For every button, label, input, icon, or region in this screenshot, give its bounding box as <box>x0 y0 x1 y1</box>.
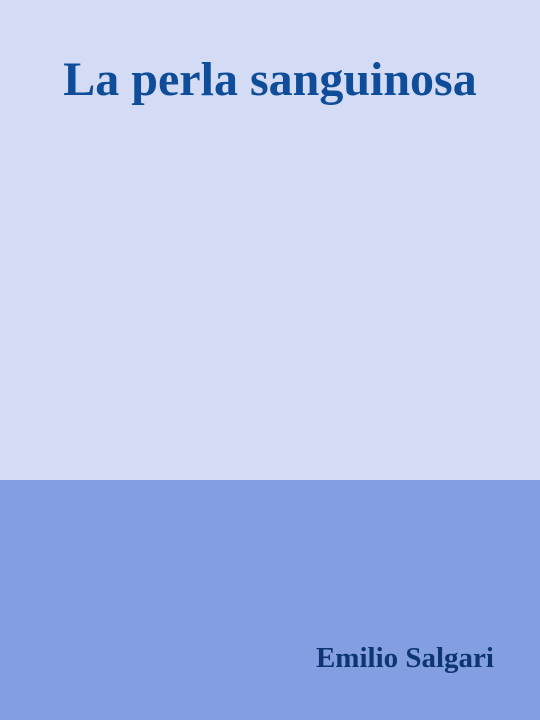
book-title: La perla sanguinosa <box>63 53 477 106</box>
book-author: Emilio Salgari <box>315 642 494 674</box>
cover-bottom-panel <box>0 480 540 720</box>
